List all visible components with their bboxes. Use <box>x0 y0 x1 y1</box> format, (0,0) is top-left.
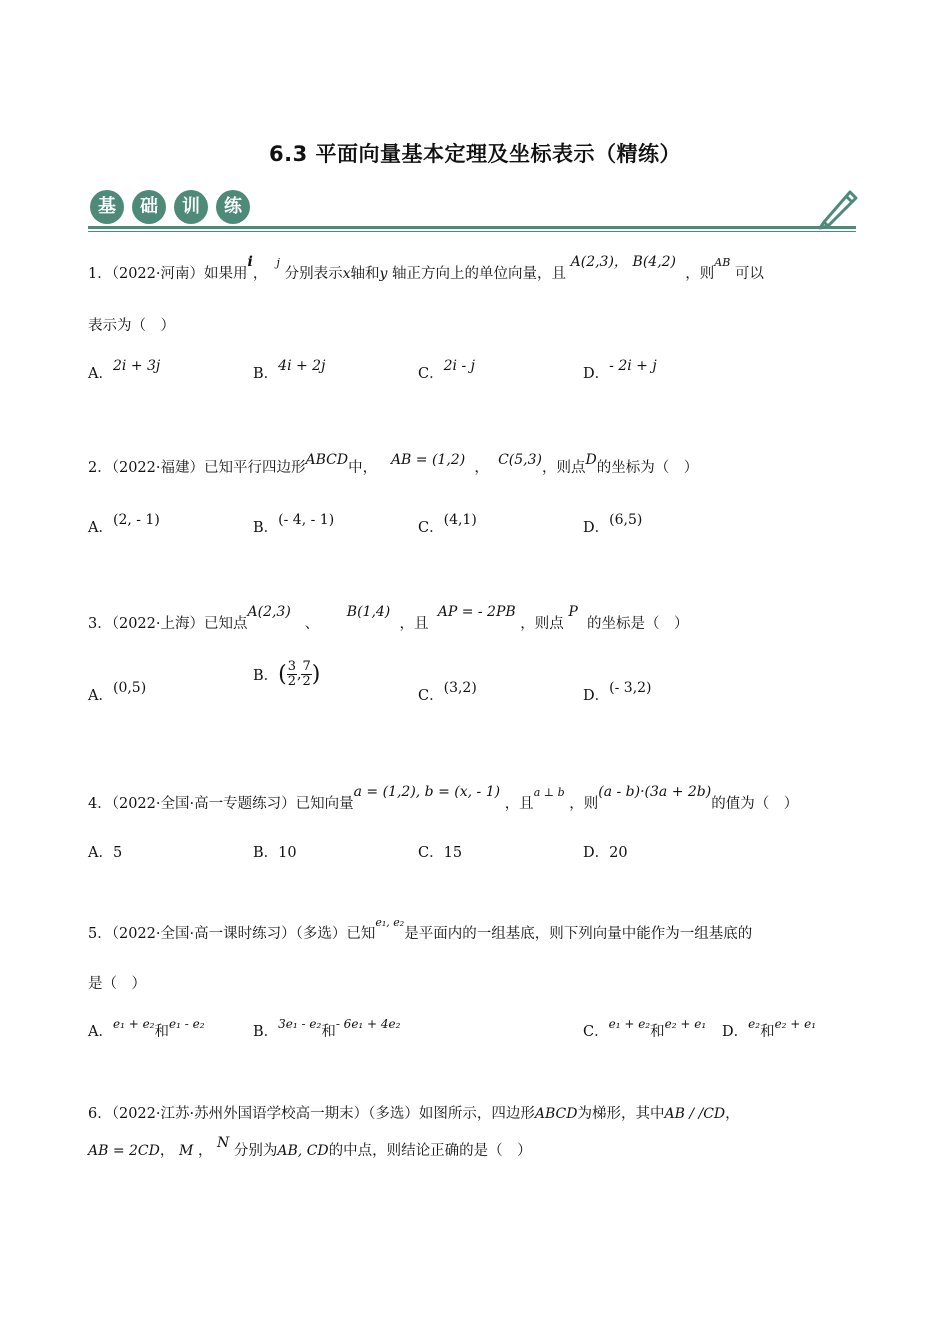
question-5-option-a: A．$^{e_1 + e_2}$和$^{e_1 - e_2}$ <box>88 1017 205 1040</box>
section-banner <box>88 190 868 236</box>
banner-char-2: 础 <box>132 190 166 224</box>
fraction-7-2: $\frac{7}{2}$ <box>302 659 311 689</box>
question-1-option-a: A．2i + 3j <box>88 358 161 382</box>
question-3-option-d: D．(- 3,2) <box>583 680 652 704</box>
question-3-line-1: 3．（2022·上海）已知点A(2,3) 、 B(1,4) ，且 AP = - 2PB ，则点 P 的坐标是（ ） <box>88 604 689 632</box>
question-2-option-c: C．(4,1) <box>418 512 477 536</box>
pencil-icon <box>816 186 864 230</box>
question-5-option-b: B．$^{3e_1 - e_2}$和$^{- 6e_1 + 4e_2}$ <box>253 1017 401 1040</box>
question-1-option-b: B．4i + 2j <box>253 358 326 382</box>
question-2-option-d: D．(6,5) <box>583 512 643 536</box>
question-5-option-c: C．$^{e_1 + e_2}$和$^{e_2 + e_1}$ <box>583 1017 707 1040</box>
question-6-line-2: AB = 2CD， M ， N 分别为AB, CD的中点，则结论正确的是（ ） <box>88 1135 532 1159</box>
question-5-option-d: D．$^{e_2}$和$^{e_2 + e_1}$ <box>722 1017 817 1040</box>
banner-rule <box>88 226 856 229</box>
question-1-option-d: D．- 2i + j <box>583 358 657 382</box>
question-5-line-1: 5．（2022·全国·高一课时练习）（多选）已知$^{e_1, e_2}$是平面内的一组基底，则下列向量中能作为一组基底的 <box>88 916 753 942</box>
question-2-line-1: 2．（2022·福建）已知平行四边形ABCD中， AB = (1,2) ， C(5,3)，则点D的坐标为（ ） <box>88 452 699 476</box>
question-3-option-a: A．(0,5) <box>88 680 147 704</box>
question-4-option-d: D．20 <box>583 845 628 861</box>
question-5-line-2: 是（ ） <box>88 976 146 992</box>
question-3-option-c: C．(3,2) <box>418 680 477 704</box>
banner-rule-thin <box>88 231 856 232</box>
question-1-line-2: 表示为（ ） <box>88 318 175 334</box>
question-1-line-1: 1．（2022·河南）如果用i， $^j$ 分别表示x轴和y 轴正方向上的单位向量，且 A(2,3)， B(4,2) ，则$^{AB}$ 可以 <box>88 254 764 282</box>
question-2-option-a: A．(2, - 1) <box>88 512 160 536</box>
question-4-option-a: A．5 <box>88 845 123 861</box>
fraction-3-2: $\frac{3}{2}$ <box>287 659 297 689</box>
question-2-option-b: B．(- 4, - 1) <box>253 512 335 536</box>
question-1-option-c: C．2i - j <box>418 358 475 382</box>
question-4-option-c: C．15 <box>418 845 463 861</box>
question-4-option-b: B．10 <box>253 845 297 861</box>
question-3-option-b: B．( $\frac{3}{2}$ , $\frac{7}{2}$ ) <box>253 659 321 689</box>
banner-char-3: 训 <box>174 190 208 224</box>
banner-char-1: 基 <box>90 190 124 224</box>
banner-char-4: 练 <box>216 190 250 224</box>
question-4-line-1: 4．（2022·全国·高一专题练习）已知向量a = (1,2), b = (x, - 1) ，且$^{a \perp b}$ ，则(a - b)·(3a + 2b)的值为（ ） <box>88 784 799 812</box>
page-title: 6.3 平面向量基本定理及坐标表示（精练） <box>268 142 681 166</box>
question-6-line-1: 6．（2022·江苏·苏州外国语学校高一期末）（多选）如图所示，四边形ABCD为梯形，其中AB / /CD， <box>88 1106 740 1122</box>
